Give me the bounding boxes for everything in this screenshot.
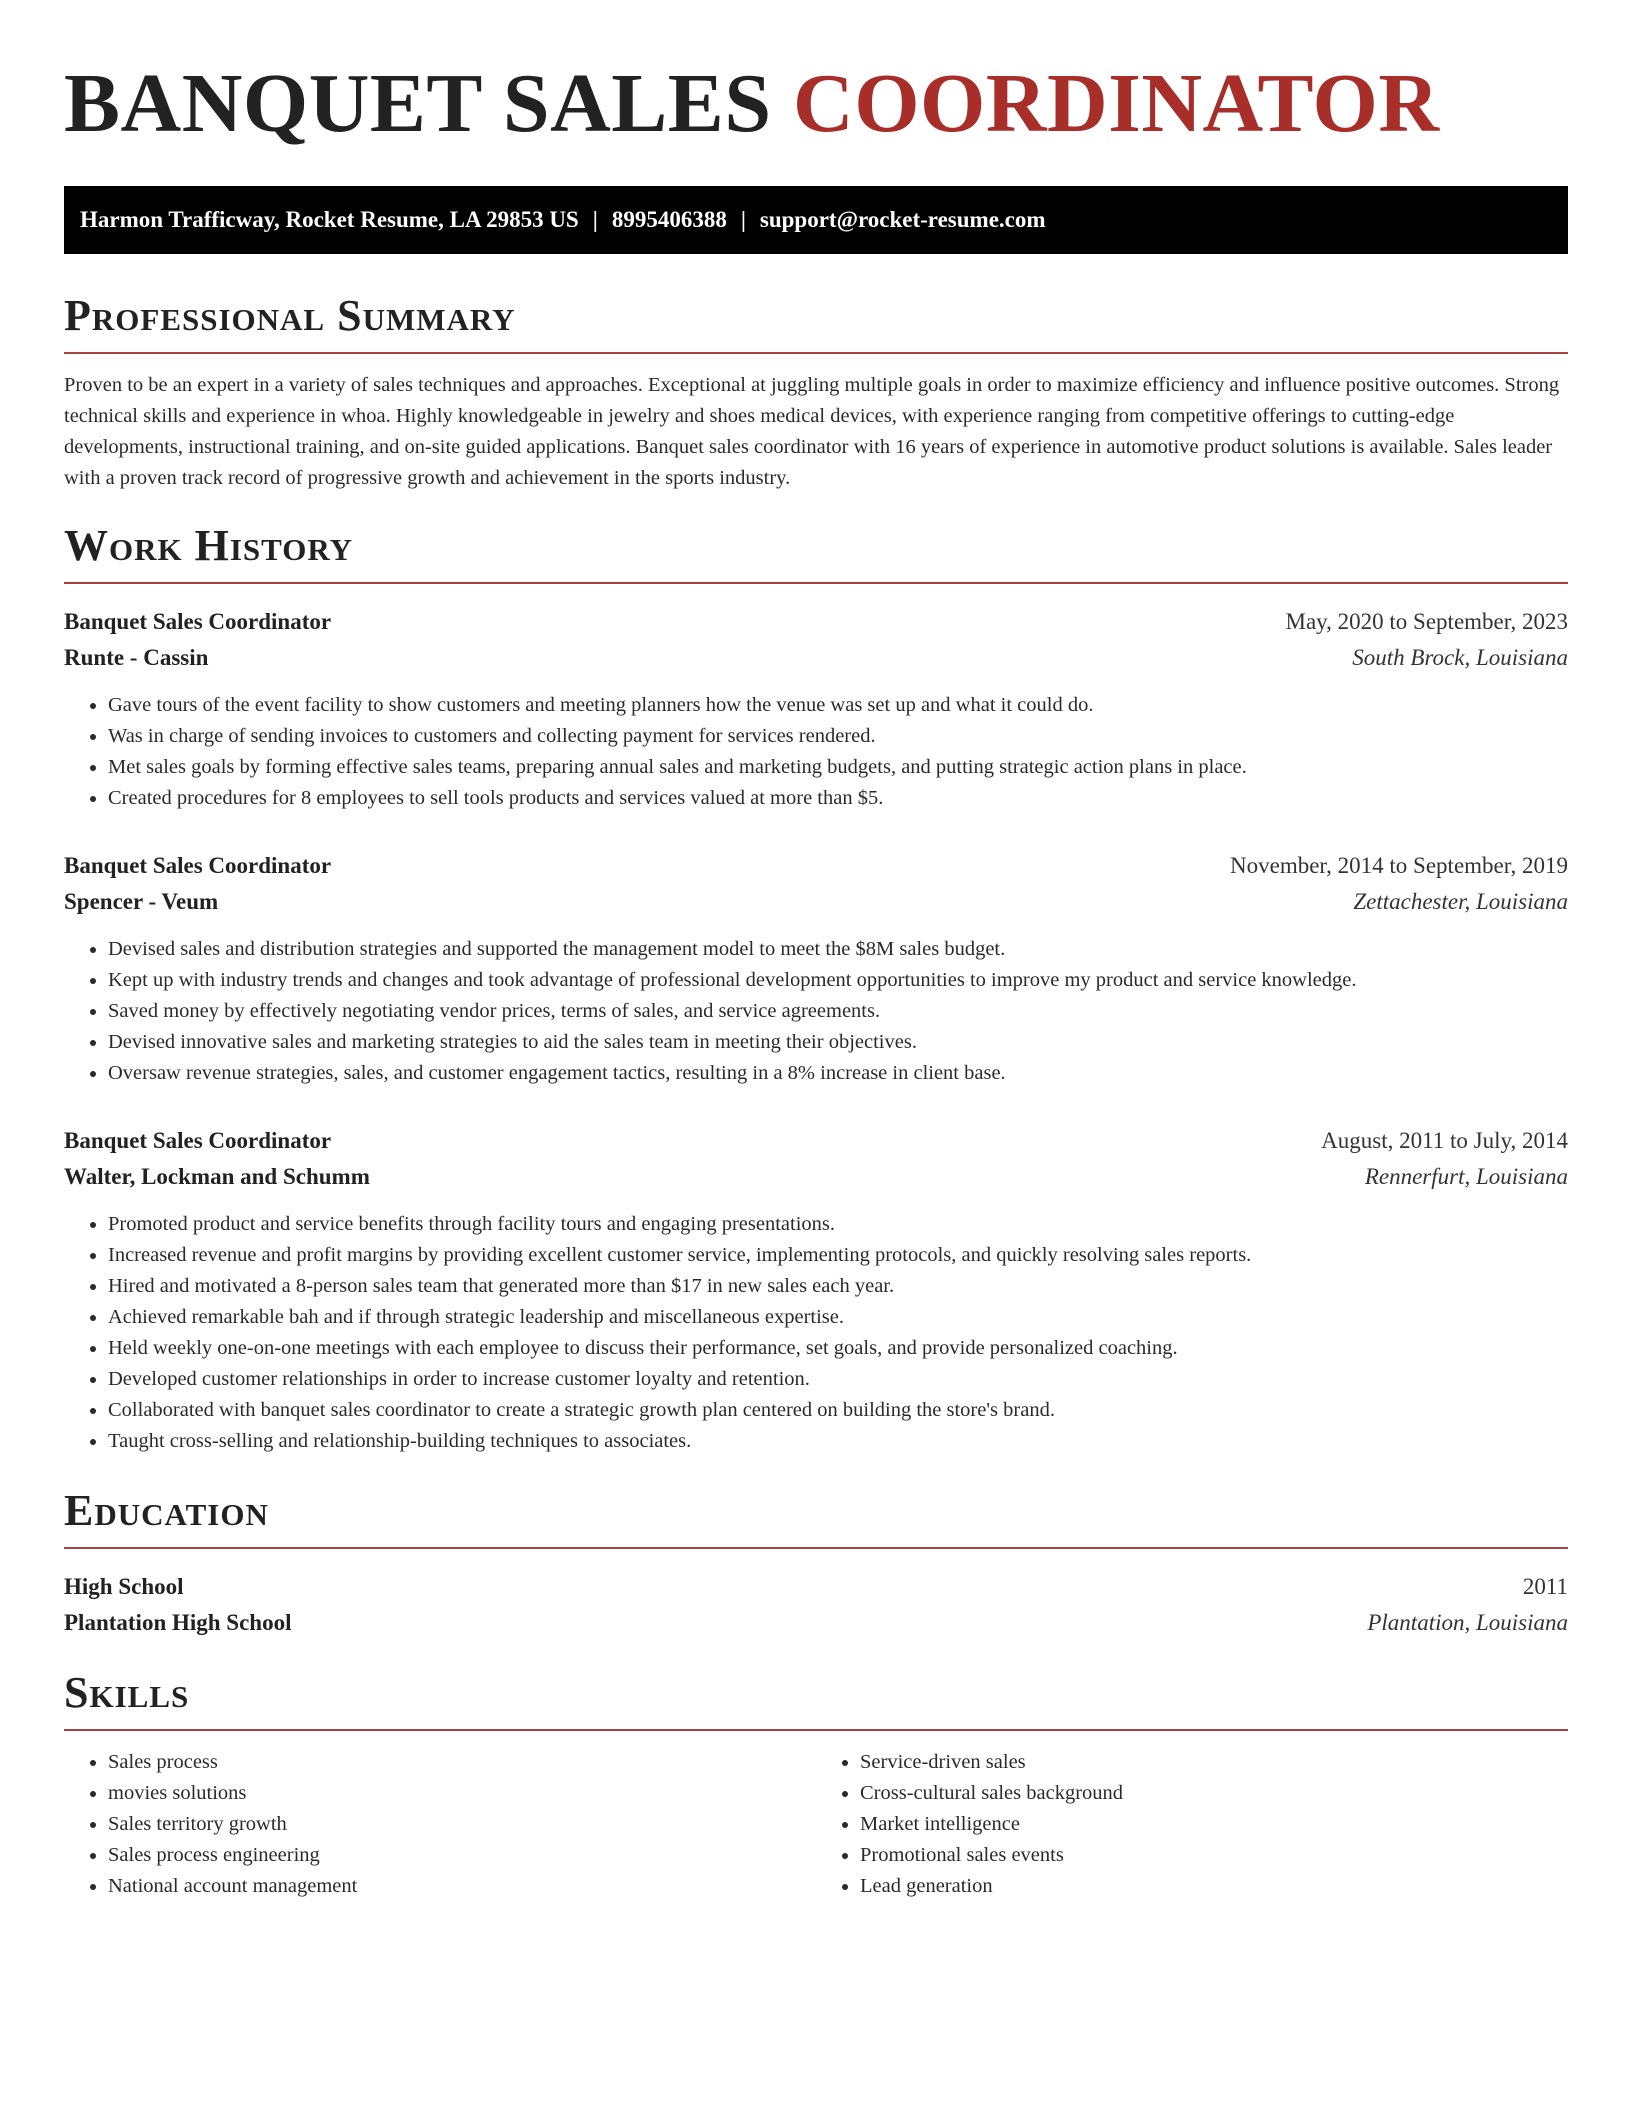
job-bullet: • Achieved remarkable bah and if through strategic leadership and miscellaneous expertise. — [108, 1302, 1568, 1333]
section-divider — [64, 1729, 1568, 1731]
job-title: Banquet Sales Coordinator — [64, 609, 332, 634]
contact-email[interactable]: support@rocket-resume.com — [759, 207, 1046, 232]
contact-address: Harmon Trafficway, Rocket Resume, LA 29853 US — [80, 207, 579, 232]
job-bullet: • Increased revenue and profit margins by providing excellent customer service, implementing protocols, and quickly resolving sales reports. — [108, 1240, 1568, 1271]
skills-list-right — [816, 1747, 1568, 1902]
job-entry — [64, 604, 1568, 814]
education-year: 2011 — [1522, 1574, 1568, 1599]
skill-item: • Market intelligence — [860, 1809, 1568, 1840]
job-company-row — [64, 640, 1568, 676]
job-company-row — [64, 1159, 1568, 1195]
skill-item: • Lead generation — [860, 1871, 1568, 1902]
job-entry — [64, 1123, 1568, 1457]
section-heading-skills: Skills — [64, 1668, 190, 1717]
skills-columns — [64, 1747, 1568, 1902]
job-header-row — [64, 1123, 1568, 1159]
job-company: Runte - Cassin — [64, 645, 209, 670]
education-row — [64, 1569, 1568, 1605]
job-bullet: • Held weekly one-on-one meetings with each employee to discuss their performance, set goals, and provide personalized coaching. — [108, 1333, 1568, 1364]
contact-bar — [64, 186, 1568, 254]
job-bullet-list — [64, 1209, 1568, 1457]
job-bullet: • Developed customer relationships in order to increase customer loyalty and retention. — [108, 1364, 1568, 1395]
summary-text: Proven to be an expert in a variety of sales techniques and approaches. Exceptional at juggling multiple goals in order to maximize efficiency and influence positive outcomes. Strong technical skills and experience in whoa. Highly knowledgeable in jewelry and shoes medical devices, with experience ranging from competitive offerings to cutting-edge developments, instructional training, and on-site guided applications. Banquet sales coordinator with 16 years of experience in automotive product solutions is available. Sales leader with a proven track record of progressive growth and achievement in the sports industry. — [64, 374, 1560, 489]
skill-item: • Sales territory growth — [108, 1809, 816, 1840]
job-bullet: • Oversaw revenue strategies, sales, and customer engagement tactics, resulting in a 8% increase in client base. — [108, 1058, 1568, 1089]
job-bullet: • Kept up with industry trends and changes and took advantage of professional development opportunities to improve my product and service knowledge. — [108, 965, 1568, 996]
job-dates: August, 2011 to July, 2014 — [1321, 1128, 1568, 1153]
job-bullet: • Created procedures for 8 employees to sell tools products and services valued at more than $5. — [108, 783, 1568, 814]
job-bullet: • Met sales goals by forming effective sales teams, preparing annual sales and marketing budgets, and putting strategic action plans in place. — [108, 752, 1568, 783]
resume-title — [64, 56, 1568, 152]
education-section — [64, 1485, 1568, 1641]
section-heading-summary: Professional Summary — [64, 291, 516, 340]
skills-list-left — [64, 1747, 816, 1902]
summary-section — [64, 290, 1568, 494]
job-bullet-list — [64, 934, 1568, 1089]
skills-section — [64, 1667, 1568, 1902]
job-list — [64, 604, 1568, 1457]
job-bullet: • Was in charge of sending invoices to customers and collecting payment for services rendered. — [108, 721, 1568, 752]
job-company-row — [64, 884, 1568, 920]
education-row — [64, 1605, 1568, 1641]
job-entry — [64, 848, 1568, 1089]
job-location: Zettachester, Louisiana — [1353, 889, 1568, 914]
job-title: Banquet Sales Coordinator — [64, 853, 332, 878]
job-bullet: • Hired and motivated a 8-person sales team that generated more than $17 in new sales each year. — [108, 1271, 1568, 1302]
education-school: Plantation High School — [64, 1610, 292, 1635]
job-bullet-list — [64, 690, 1568, 814]
skill-item: • Sales process engineering — [108, 1840, 816, 1871]
job-bullet: • Saved money by effectively negotiating vendor prices, terms of sales, and service agreements. — [108, 996, 1568, 1027]
job-bullet: • Promoted product and service benefits through facility tours and engaging presentations. — [108, 1209, 1568, 1240]
job-header-row — [64, 604, 1568, 640]
job-dates: May, 2020 to September, 2023 — [1285, 609, 1568, 634]
job-bullet: • Devised innovative sales and marketing strategies to aid the sales team in meeting their objectives. — [108, 1027, 1568, 1058]
job-company: Walter, Lockman and Schumm — [64, 1164, 370, 1189]
section-divider — [64, 352, 1568, 354]
section-divider — [64, 582, 1568, 584]
title-accent: COORDINATOR — [793, 57, 1440, 150]
skill-item: • Cross-cultural sales background — [860, 1778, 1568, 1809]
job-bullet: • Devised sales and distribution strategies and supported the management model to meet the $8M sales budget. — [108, 934, 1568, 965]
skill-item: • Service-driven sales — [860, 1747, 1568, 1778]
job-company: Spencer - Veum — [64, 889, 219, 914]
work-history-section — [64, 520, 1568, 1457]
job-dates: November, 2014 to September, 2019 — [1230, 853, 1568, 878]
contact-phone[interactable]: 8995406388 — [611, 207, 727, 232]
contact-separator: | — [740, 207, 746, 232]
section-heading-work-history: Work History — [64, 521, 354, 570]
job-location: Rennerfurt, Louisiana — [1364, 1164, 1568, 1189]
job-bullet: • Collaborated with banquet sales coordinator to create a strategic growth plan centered on building the store's brand. — [108, 1395, 1568, 1426]
contact-separator: | — [592, 207, 598, 232]
education-entry — [64, 1569, 1568, 1641]
education-location: Plantation, Louisiana — [1367, 1610, 1568, 1635]
job-location: South Brock, Louisiana — [1352, 645, 1568, 670]
skill-item: • Sales process — [108, 1747, 816, 1778]
section-divider — [64, 1547, 1568, 1549]
section-heading-education: Education — [64, 1486, 269, 1535]
education-degree: High School — [64, 1574, 184, 1599]
job-bullet: • Gave tours of the event facility to show customers and meeting planners how the venue was set up and what it could do. — [108, 690, 1568, 721]
skill-item: • movies solutions — [108, 1778, 816, 1809]
job-bullet: • Taught cross-selling and relationship-building techniques to associates. — [108, 1426, 1568, 1457]
job-title: Banquet Sales Coordinator — [64, 1128, 332, 1153]
job-header-row — [64, 848, 1568, 884]
skill-item: • National account management — [108, 1871, 816, 1902]
title-main: BANQUET SALES — [64, 57, 772, 150]
skill-item: • Promotional sales events — [860, 1840, 1568, 1871]
